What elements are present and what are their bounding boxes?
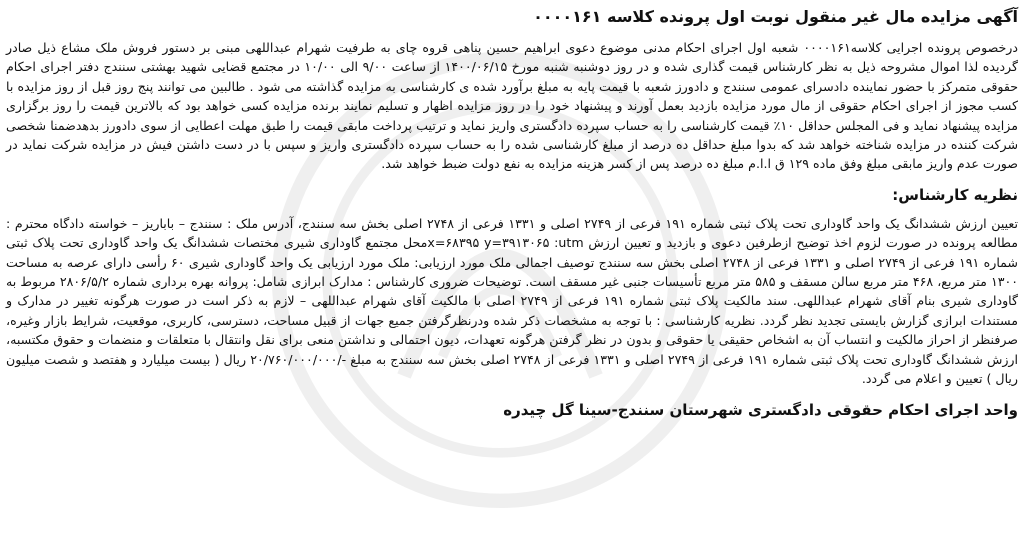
issuing-authority-signature: واحد اجرای احکام حقوقی دادگستری شهرستان سنندج-سینا گل چیدره: [503, 400, 1018, 419]
expert-opinion-paragraph: تعیین ارزش ششدانگ یک واحد گاوداری تحت پلاک ثبتی شماره ۱۹۱ فرعی از ۲۷۴۹ اصلی و ۱۳۳۱ فرعی از ۲۷۴۸ اصلی بخش سه سنندج، آدرس ملک : سنندج – باباریز – خواسته دادگاه محترم : مطالعه پرونده در صورت لزوم اخذ توضیح ازطرفین دعوی و بازدید و تعیین ارزش x=۶۸۳۹۵ y=۳۹۱۳۰۶۵ :utmمحل مجتمع گاوداری شیری مختصات ششدانگ یک واحد گاوداری تحت پلاک ثبتی شماره ۱۹۱ فرعی از ۲۷۴۹ اصلی و ۱۳۳۱ فرعی از ۲۷۴۸ اصلی بخش سه سنندج توصیف اجمالی ملک مورد ارزیابی: ملک مورد ارزیابی یک واحد گاوداری شیری ۶۰ رأسی دارای عرصه به مساحت ۱۳۰۰ متر مربع، ۴۶۸ متر مربع سالن مسقف و ۵۸۵ متر مربع تأسیسات جنبی غیر مسقف است. توضیحات ضروری کارشناس : مدارک ابرازی شامل: پروانه بهره برداری شماره ۲۸۰۶/۵/۲ مربوط به گاوداری شیری بنام آقای شهرام عبداللهی. سند مالکیت پلاک ثبتی شماره ۱۹۱ فرعی از ۲۷۴۹ اصلی با مالکیت آقای شهرام عبداللهی – لازم به ذکر است در صورت هرگونه تغییر در مدارک و مستندات ابرازی گزارش بایستی تجدید نظر گردد. نظریه کارشناسی : با توجه به مشخصات ذکر شده ودرنظرگرفتن جمیع جهات از قبیل مساحت، دسترسی، کاربری، موقعیت، شرایط بازار وغیره، صرفنظر از احراز مالکیت و انتساب آن به اشخاص حقیقی یا حقوقی و بدون در نظر گرفتن هرگونه تعهدات، دیون احتمالی و نداشتن منعی برای نقل وانتقال با متعلقات و منضمات و حقوق مکتسبه، ارزش ششدانگ گاوداری تحت پلاک ثبتی شماره ۱۹۱ فرعی از ۲۷۴۹ اصلی و ۱۳۳۱ فرعی از ۲۷۴۸ اصلی بخش سه سنندج به مبلغ -/۲۰/۷۶۰/۰۰۰/۰۰۰ ریال ( بیست میلیارد و هفتصد و شصت میلیون ریال ) تعیین و اعلام می گردد.: [6, 215, 1019, 387]
auction-details-paragraph: درخصوص پرونده اجرایی کلاسه۰۰۰۰۱۶۱ شعبه اول اجرای احکام مدنی موضوع دعوی ابراهیم حسین پناهی قروه چای به طرفیت شهرام عبداللهی مبنی بر دستور فروش ملک مشاع ذیل صادر گردیده لذا اموال مشروحه ذیل به نظر کارشناس قیمت گذاری شده و در روز دوشنبه شنبه مورخ ۱۴۰۰/۰۶/۱۵ از ساعت ۹/۰۰ الی ۱۰/۰۰ در مجتمع قضایی شهید بهشتی سنندج دفتر اجرای احکام حقوقی متمرکز با حضور نماینده دادسرای عمومی سنندج و دادورز شعبه با قیمت پایه به مبلغ برآورد شده ی کارشناسی به مزایده گذاشته می شود . طالبین می توانند پنج روز قبل از روز مزایده با کسب مجوز از اجرای احکام حقوقی از مال مورد مزایده بازدید بعمل آورند و پیشنهاد خود را در روز مزایده اظهار و تسلیم نمایند برنده مزایده کسی خواهد بود که بالاترین قیمت را روز برگزاری مزایده پیشنهاد نماید و فی المجلس حداقل ۱۰٪ قیمت کارشناسی را به حساب سپرده دادگستری واریز نماید و ترتیب پرداخت مابقی قیمت را طبق مهلت اعطایی از سوی دادورز بدهدضمنا شخصی شرکت کننده در مزایده شناخته خواهد شد که بدوا مبلغ حداقل ده درصد از مبلغ کارشناسی شده را به حساب سپرده دادگستری واریز و سپس با در دست داشتن فیش در مزایده شرکت نماید در صورت عدم واریز مابقی مبلغ وفق ماده ۱۲۹ ق ا.ا.م مبلغ ده درصد پس از کسر هزینه مزایده به نفع دولت ضبط خواهد شد.: [6, 40, 1018, 172]
notice-title: آگهی مزایده مال غیر منقول نوبت اول پرونده کلاسه ۰۰۰۰۱۶۱: [533, 7, 1018, 26]
expert-opinion-heading: نظریه کارشناس:: [892, 185, 1018, 204]
